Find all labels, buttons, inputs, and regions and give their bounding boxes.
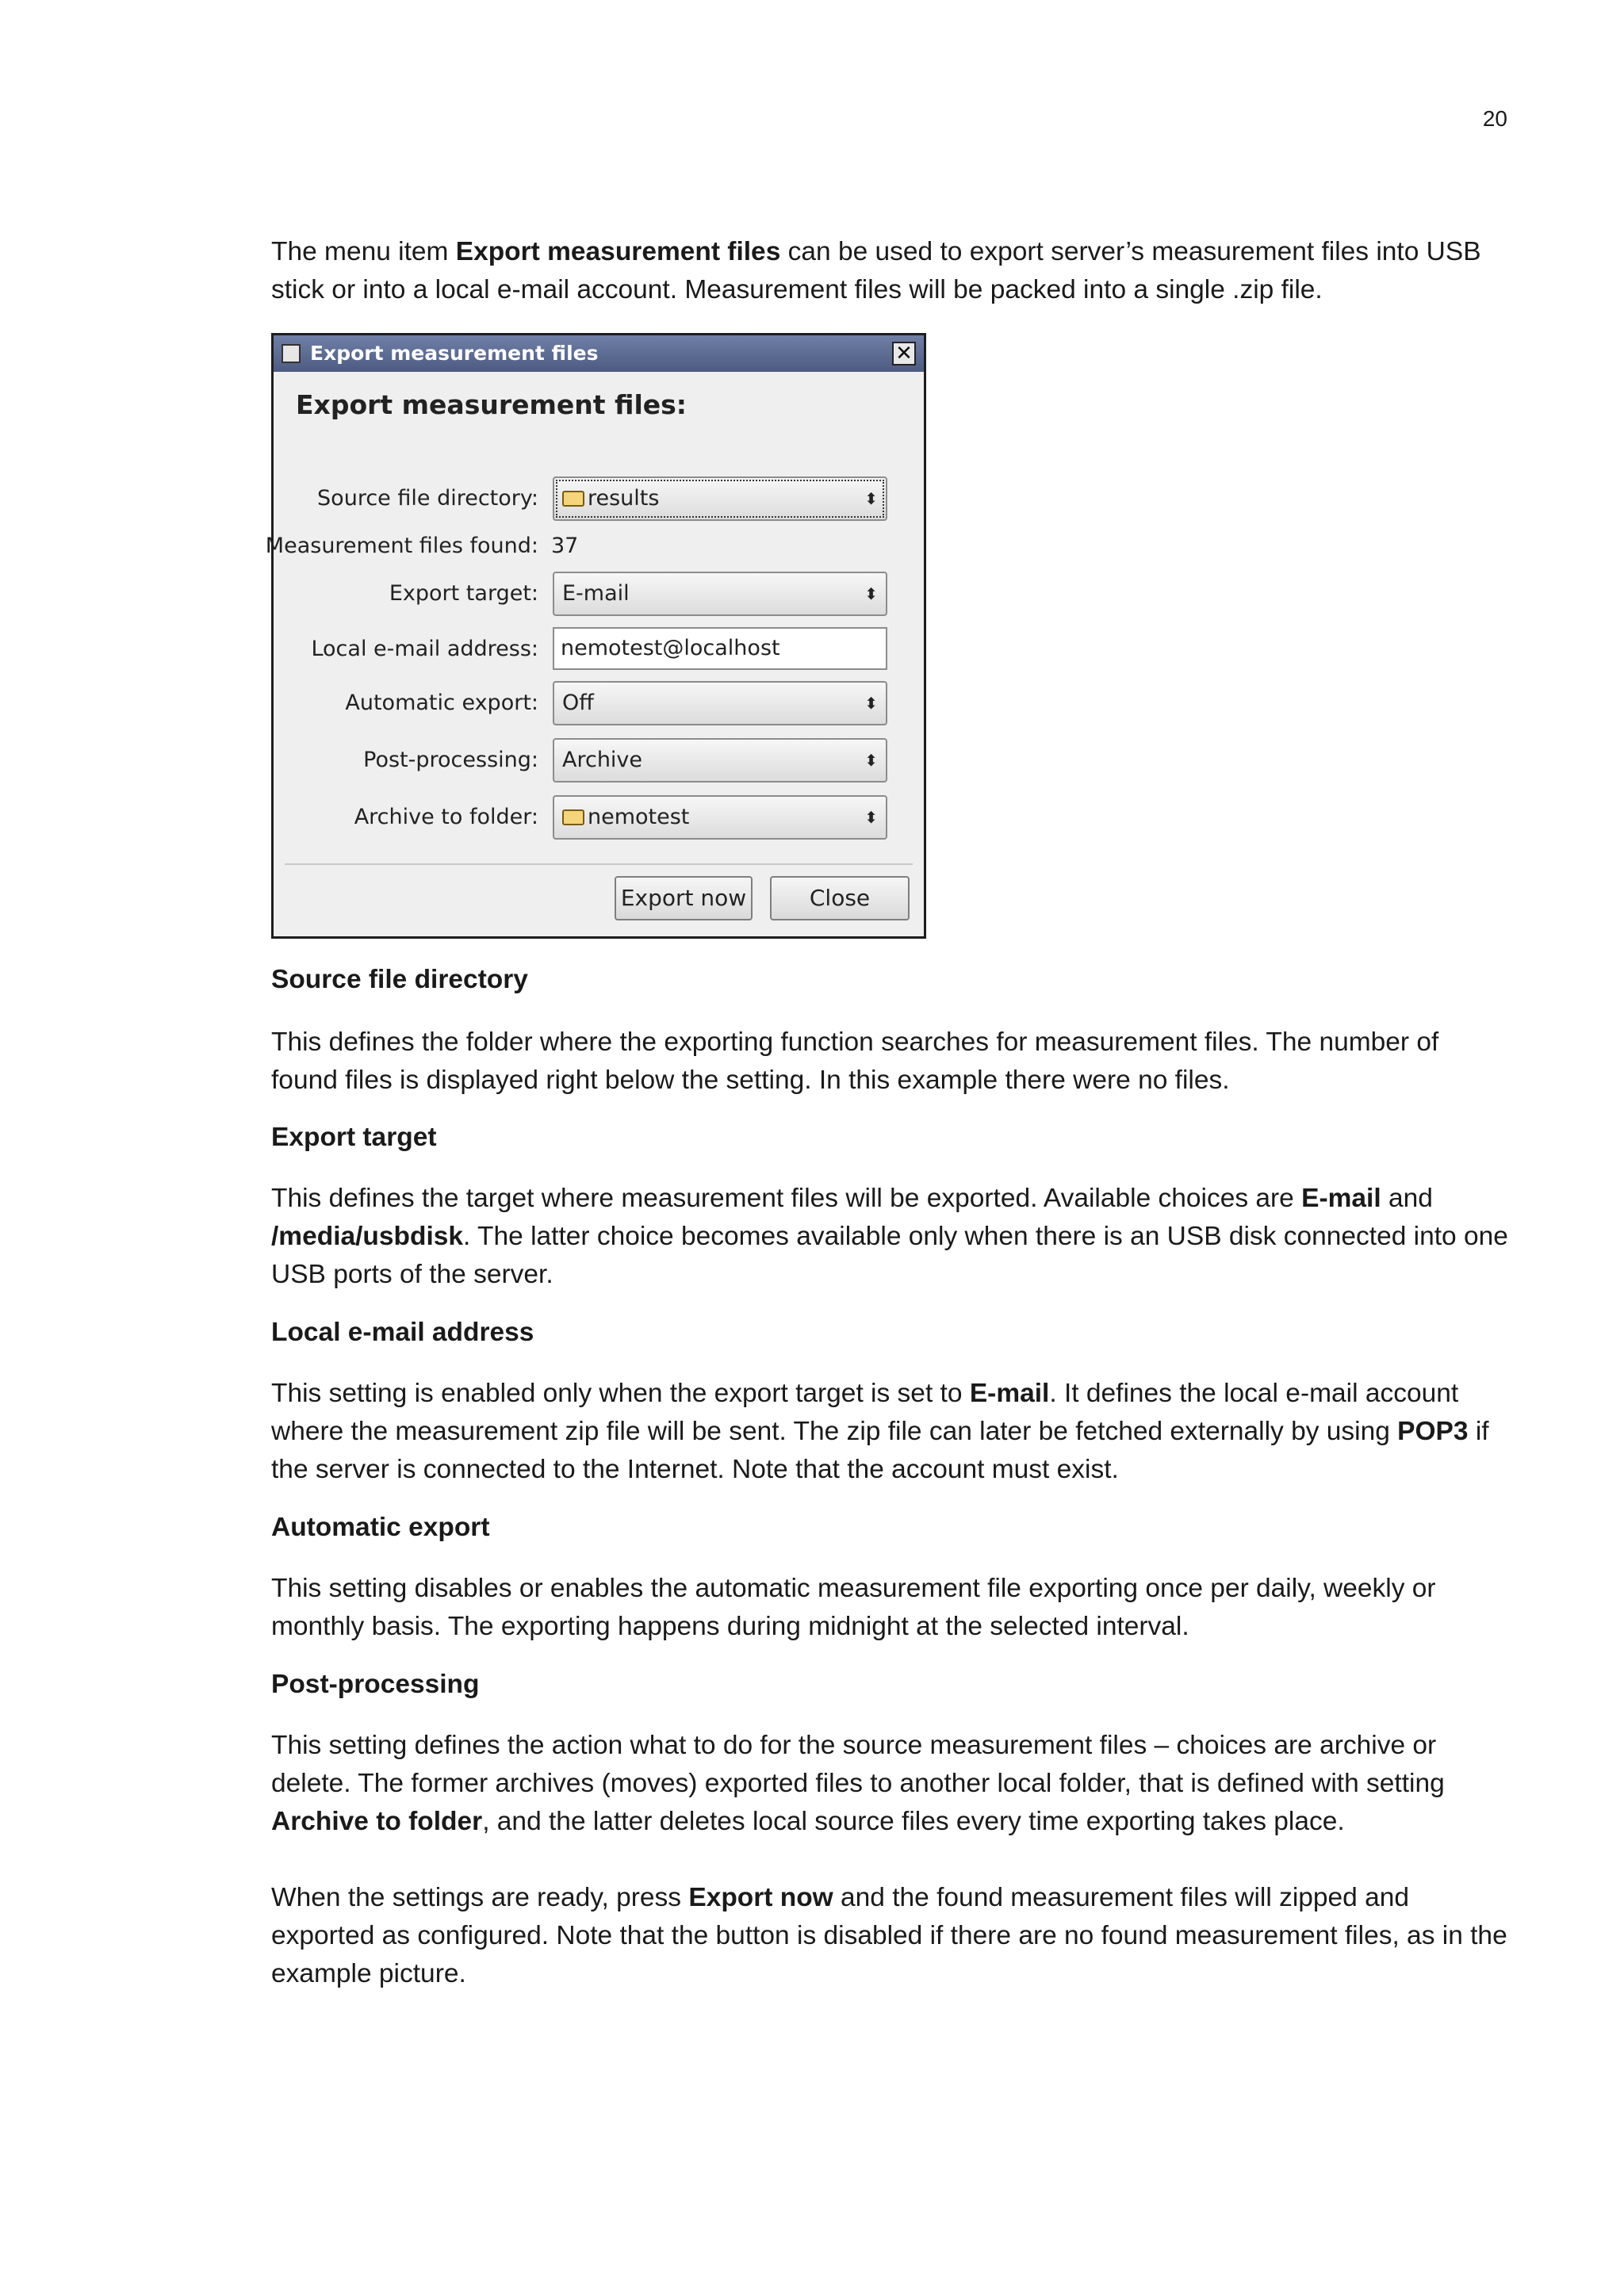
automatic-export-value: Off: [562, 691, 594, 715]
text-run: When the settings are ready, press: [271, 1883, 689, 1912]
text-run: This setting defines the action what to do for the source measurement files – choices are archive or delete. The former archives (moves) exported files to another local folder, that is defined with setting: [271, 1731, 1445, 1798]
chevron-updown-icon: ⬍: [864, 584, 878, 603]
section-heading: Source file directory: [271, 965, 528, 994]
section-paragraph: This setting disables or enables the automatic measurement file exporting once per daily, weekly or monthly basis. The exporting happens during midnight at the selected interval.: [271, 1574, 1436, 1641]
files-found-label: Measurement files found:: [265, 534, 538, 558]
dialog-titlebar: [274, 335, 924, 372]
archive-folder-value: nemotest: [588, 805, 690, 829]
section-paragraph: [271, 1180, 1508, 1294]
text-run: and: [1381, 1184, 1433, 1213]
export-now-button[interactable]: Export now: [615, 876, 753, 920]
section-paragraph: [271, 1727, 1508, 1841]
intro-paragraph: [271, 233, 1508, 309]
email-address-label: Local e-mail address:: [311, 637, 538, 661]
section-final-text-block: [271, 1879, 1508, 1993]
automatic-export-label: Automatic export:: [345, 691, 538, 715]
source-dir-combo[interactable]: [553, 476, 887, 521]
section-paragraph: This defines the folder where the exporting function searches for measurement files. The number of found files is displayed right below the setting. In this example there were no files.: [271, 1027, 1439, 1095]
dialog-heading: Export measurement files:: [296, 389, 688, 420]
files-found-value: 37: [551, 534, 579, 558]
bold-run: /media/usbdisk: [271, 1222, 464, 1251]
section-auto-heading-block: [271, 1509, 1508, 1547]
section-heading: Export target: [271, 1123, 437, 1152]
section-paragraph: [271, 1375, 1508, 1489]
archive-folder-combo[interactable]: [553, 795, 887, 840]
post-processing-label: Post-processing:: [363, 748, 538, 772]
folder-icon: [562, 491, 584, 507]
section-target-text-block: [271, 1180, 1508, 1294]
bold-run: E-mail: [1301, 1184, 1381, 1213]
section-target-heading-block: [271, 1119, 1508, 1157]
text-run: This defines the target where measurement files will be exported. Available choices are: [271, 1184, 1302, 1213]
section-heading: Post-processing: [271, 1670, 480, 1699]
close-button[interactable]: Close: [770, 876, 910, 920]
archive-folder-label: Archive to folder:: [354, 805, 538, 829]
close-icon[interactable]: ✕: [892, 342, 916, 365]
automatic-export-combo[interactable]: [553, 681, 887, 725]
intro-block: [271, 233, 1508, 309]
bold-run: Export now: [688, 1883, 833, 1912]
section-source-heading-block: [271, 961, 1508, 999]
intro-text-2: can be used to export server’s measurement files into USB stick or into a local e-mail account. Measurement files will be packed into a single .zip file.: [271, 237, 1481, 304]
dialog-window-title: Export measurement files: [310, 342, 599, 365]
chevron-updown-icon: ⬍: [864, 751, 878, 770]
section-post-heading-block: [271, 1666, 1508, 1704]
export-dialog: [265, 333, 926, 939]
export-target-value: E-mail: [562, 581, 630, 606]
post-processing-value: Archive: [562, 748, 643, 772]
source-dir-value: results: [588, 486, 660, 511]
chevron-updown-icon: ⬍: [864, 808, 878, 827]
source-dir-label: Source file directory:: [317, 486, 538, 511]
chevron-updown-icon: ⬍: [864, 694, 878, 713]
intro-bold-menu-item: Export measurement files: [455, 237, 781, 266]
post-processing-combo[interactable]: [553, 738, 887, 783]
email-address-field[interactable]: nemotest@localhost: [553, 627, 887, 670]
section-post-text-block: [271, 1727, 1508, 1841]
section-heading: Automatic export: [271, 1513, 490, 1542]
section-paragraph: [271, 1879, 1508, 1993]
window-menu-icon[interactable]: [282, 344, 301, 363]
bold-run: POP3: [1397, 1417, 1469, 1446]
section-heading: Local e-mail address: [271, 1318, 534, 1347]
page-number: 20: [1482, 106, 1507, 131]
dialog-separator: [285, 863, 913, 865]
export-target-label: Export target:: [389, 581, 538, 606]
bold-run: Archive to folder: [271, 1807, 483, 1836]
folder-icon: [562, 809, 584, 825]
text-run: , and the latter deletes local source files every time exporting takes place.: [482, 1807, 1345, 1836]
bold-run: E-mail: [969, 1379, 1050, 1408]
section-email-text-block: [271, 1375, 1508, 1489]
section-email-heading-block: [271, 1314, 1508, 1352]
text-run: and the found measurement files will zipped and exported as configured. Note that the button is disabled if there are no found measurement files, as in the example picture.: [271, 1883, 1507, 1988]
text-run: This setting is enabled only when the export target is set to: [271, 1379, 970, 1408]
text-run: . It defines the local e-mail account where the measurement zip file will be sent. The zip file can later be fetched externally by using: [271, 1379, 1459, 1446]
text-run: if the server is connected to the Internet. Note that the account must exist.: [271, 1417, 1489, 1484]
section-source-text-block: [271, 1024, 1508, 1100]
section-auto-text-block: [271, 1570, 1508, 1646]
intro-text-1: The menu item: [271, 237, 456, 266]
chevron-updown-icon: ⬍: [864, 489, 878, 508]
text-run: . The latter choice becomes available only when there is an USB disk connected into one USB ports of the server.: [271, 1222, 1508, 1289]
export-target-combo[interactable]: [553, 572, 887, 616]
